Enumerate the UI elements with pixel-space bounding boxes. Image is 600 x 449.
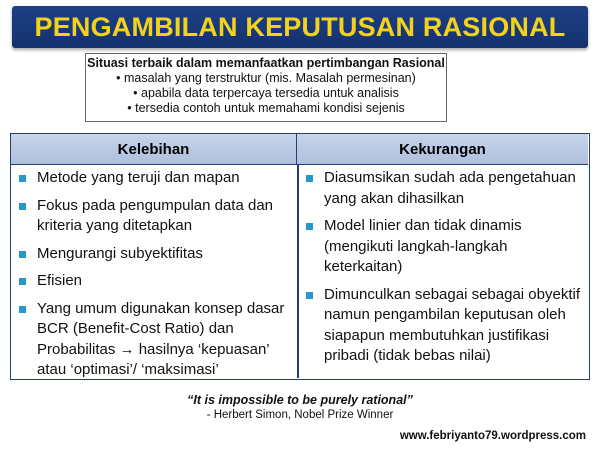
advantage-text: hasilnya ‘kepuasan’ atau ‘optimasi’/ ‘maksimasi’	[37, 340, 270, 378]
comparison-table	[10, 133, 590, 380]
disadvantage-text: Model linier dan tidak dinamis (mengikuti langkah-langkah keterkaitan)	[324, 217, 522, 275]
list-item	[19, 271, 291, 292]
situation-box	[85, 53, 447, 122]
list-item	[19, 168, 291, 189]
disadvantage-text: Dimunculkan sebagai sebagai obyektif namun pengambilan keputusan oleh siapapun membutuhkan justifikasi pribadi (tidak bebas nilai)	[324, 285, 580, 364]
advantage-text: Fokus pada pengumpulan data dan kriteria yang ditetapkan	[37, 196, 274, 234]
advantage-text: Yang umum digunakan konsep dasar BCR (Benefit-Cost Ratio) dan Probabilitas	[37, 299, 285, 358]
advantage-text: Mengurangi subyektifitas	[37, 244, 203, 262]
square-bullet-icon	[19, 278, 26, 285]
page-title: PENGAMBILAN KEPUTUSAN RASIONAL	[34, 12, 566, 42]
advantages-header: Kelebihan	[11, 134, 297, 165]
advantages-list	[19, 168, 291, 388]
disadvantage-text: Diasumsikan sudah ada pengetahuan yang akan dihasilkan	[324, 169, 576, 207]
quote-author: - Herbert Simon, Nobel Prize Winner	[206, 409, 394, 421]
square-bullet-icon	[306, 223, 313, 230]
situation-item: • masalah yang terstruktur (mis. Masalah permesinan)	[116, 71, 416, 85]
square-bullet-icon	[19, 306, 26, 313]
advantage-text: Efisien	[37, 272, 83, 289]
title-banner	[12, 6, 588, 48]
situation-item: • tersedia contoh untuk memahami kondisi sejenis	[127, 101, 405, 115]
square-bullet-icon	[306, 175, 313, 182]
disadvantages-header: Kekurangan	[297, 134, 588, 165]
list-item	[306, 216, 584, 278]
situation-item: • apabila data terpercaya tersedia untuk analisis	[133, 86, 399, 100]
square-bullet-icon	[19, 203, 26, 210]
advantage-text: Metode yang teruji dan mapan	[37, 169, 240, 186]
list-item	[306, 168, 584, 209]
column-divider	[297, 165, 299, 378]
situation-title: Situasi terbaik dalam memanfaatkan pertimbangan Rasional	[87, 56, 445, 70]
quote-text: “It is impossible to be purely rational”	[187, 393, 413, 407]
square-bullet-icon	[19, 175, 26, 182]
list-item	[19, 299, 291, 381]
footer-url: www.febriyanto79.wordpress.com	[399, 430, 586, 442]
square-bullet-icon	[306, 292, 313, 299]
list-item	[306, 285, 584, 367]
disadvantages-list	[306, 168, 584, 374]
list-item	[19, 196, 291, 237]
square-bullet-icon	[19, 251, 26, 258]
right-arrow-icon: →	[119, 340, 135, 358]
list-item	[19, 244, 291, 265]
